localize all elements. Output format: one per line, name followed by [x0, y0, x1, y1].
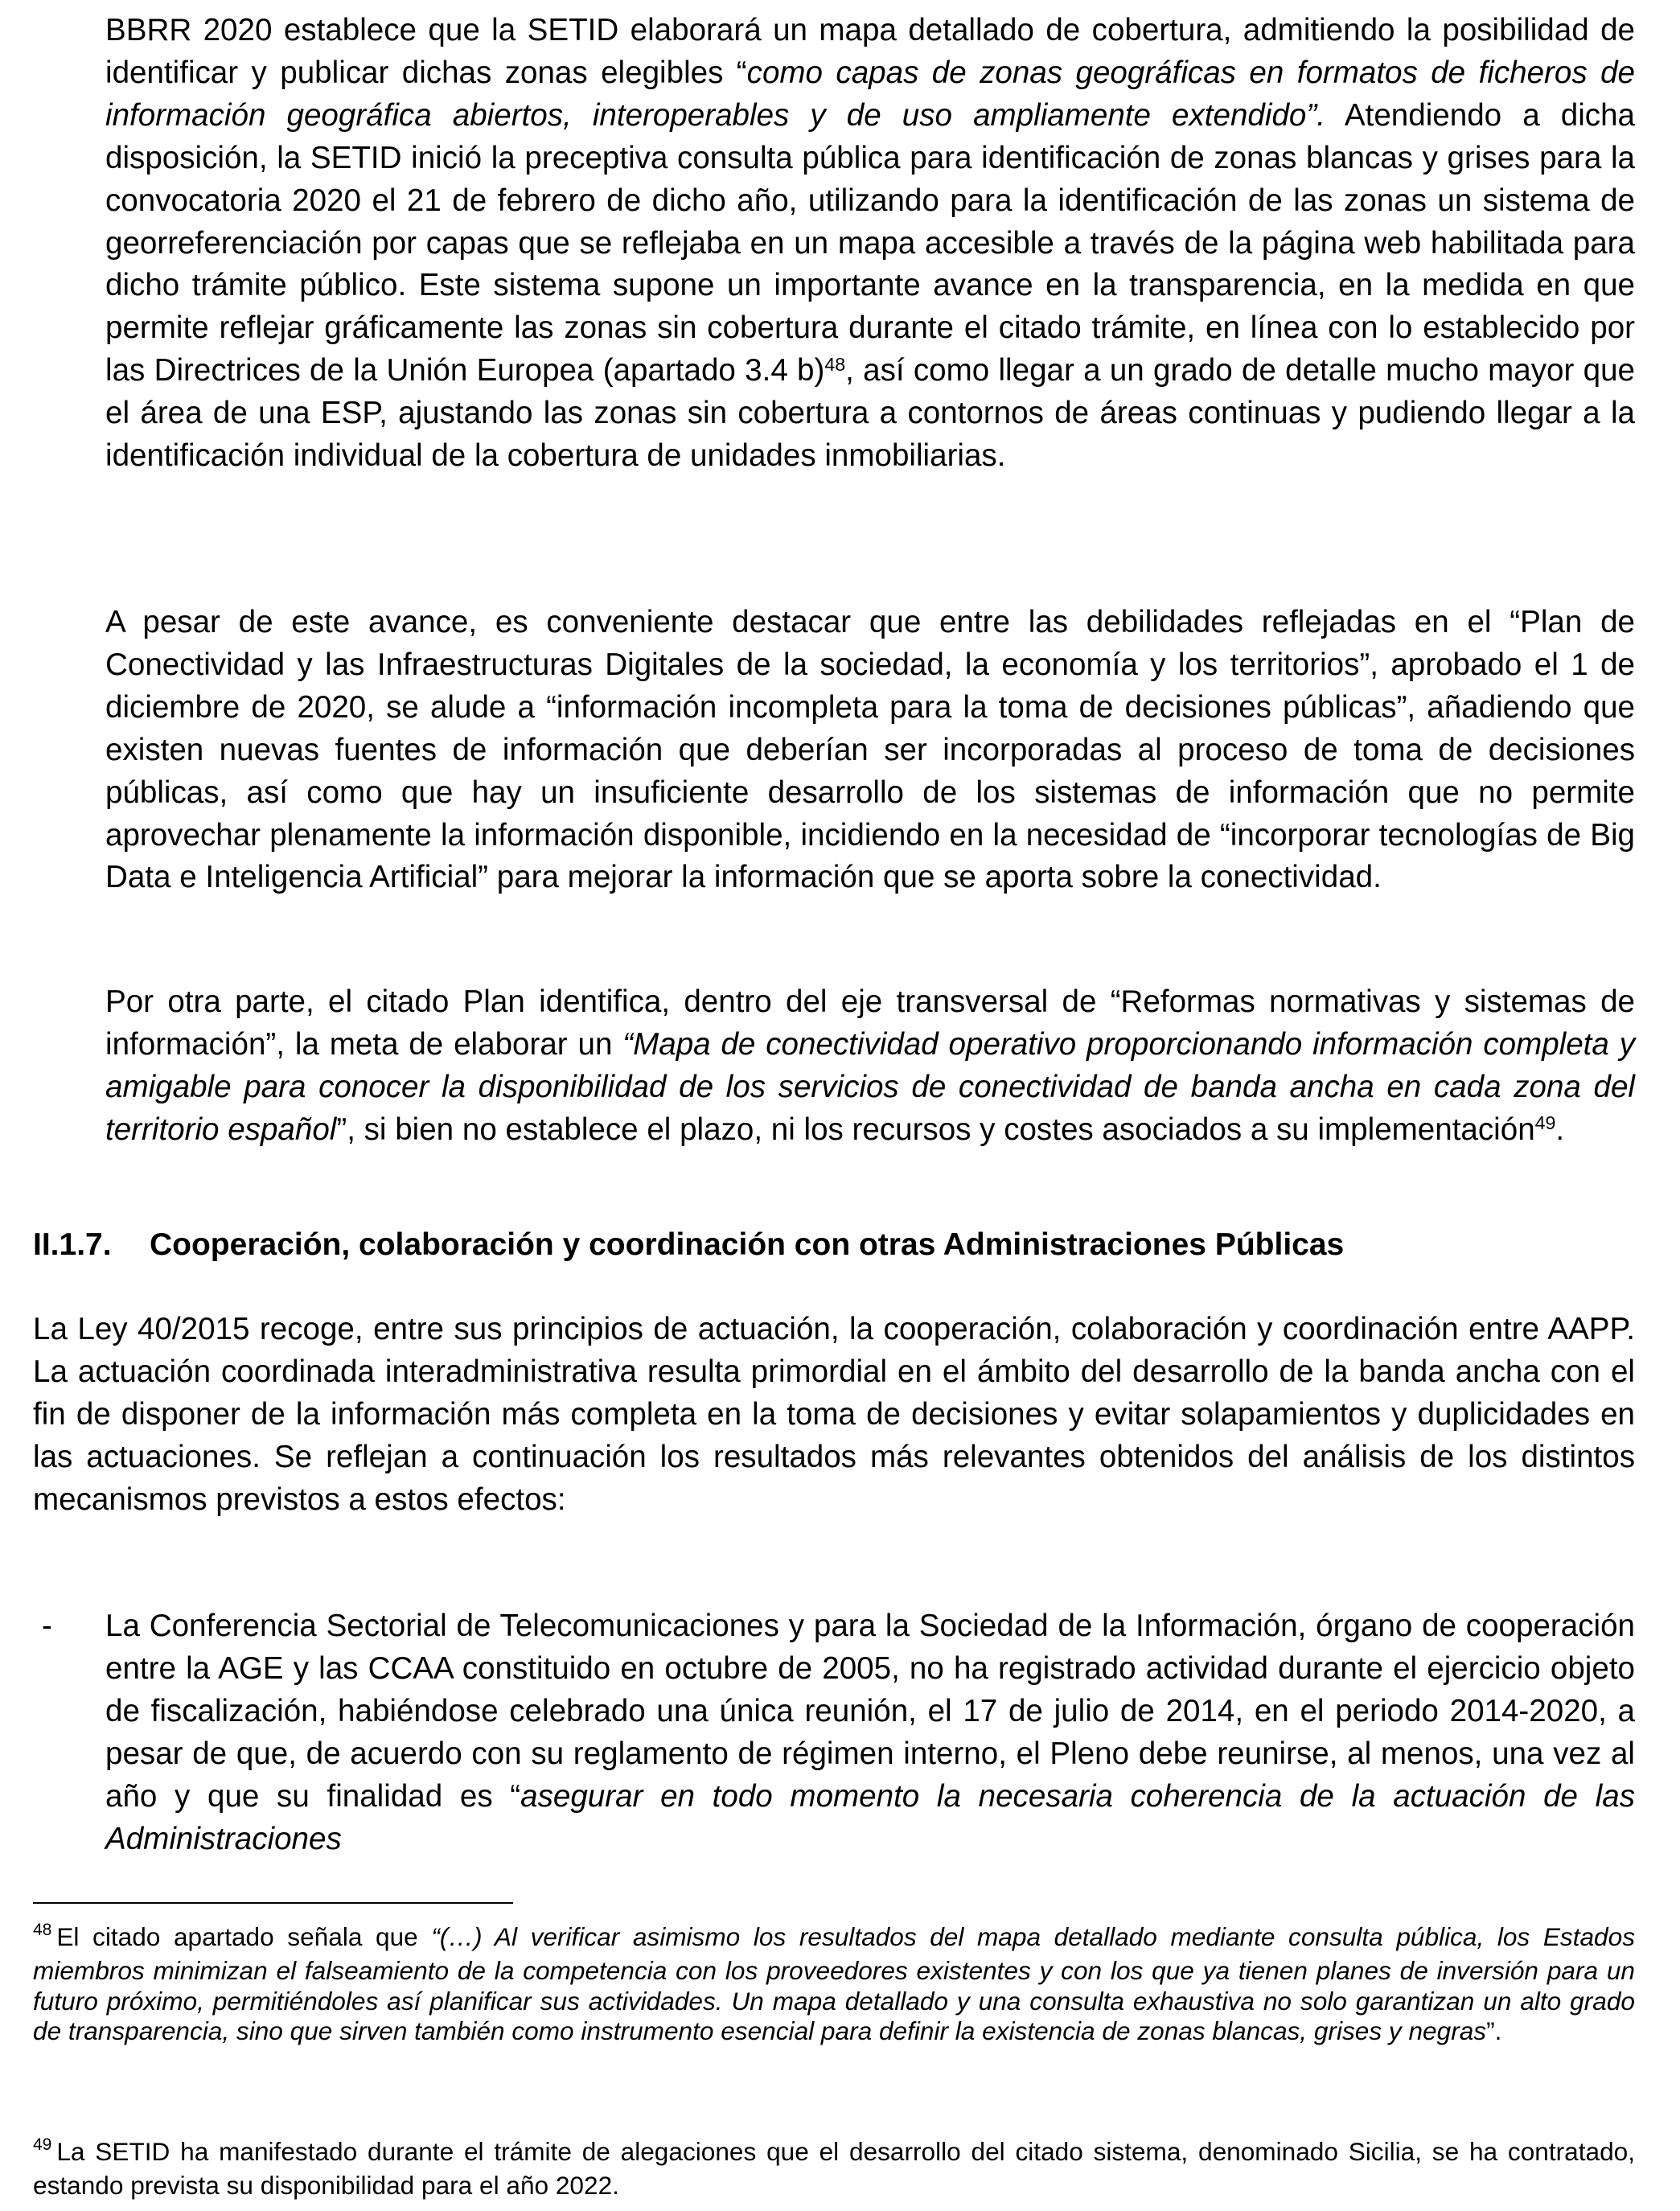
italic-quote: asegurar en todo momento la necesaria coherencia de la actuación de las Administraciones — [105, 1778, 1635, 1856]
footnote-49: $^{49}$ La SETID ha manifestado durante el trámite de alegaciones que el desarrollo del citado sistema, denominado Sicilia, se ha contratado, estando prevista su disponibilidad para el año 2022. — [33, 2135, 1635, 2200]
footnote-ref-48[interactable]: 48 — [824, 353, 846, 375]
section-title: Cooperación, colaboración y coordinación con otras Administraciones Públicas — [150, 1227, 1345, 1262]
footnote-ref-49[interactable]: 49 — [1534, 1112, 1556, 1133]
italic-quote: “(…) Al verificar asimismo los resultados del mapa detallado mediante consulta pública, los Estados miembros minimizan el falseamiento de la competencia con los proveedores existentes y con los que ya tienen planes de inversión para un futuro próximo, permitiéndoles así planificar sus actividades. Un mapa detallado y una consulta exhaustiva no solo garantizan un alto grado de transparencia, sino que sirven también como instrumento esencial para definir la existencia de zonas blancas, grises y negras — [33, 1922, 1635, 2046]
paragraph-mapa-operativo: Por otra parte, el citado Plan identifica, dentro del eje transversal de “Reformas normativas y sistemas de información”, la meta de elaborar un “Mapa de conectividad operativo proporcionando información completa y amigable para conocer la disponibilidad de los servicios de conectividad de banda ancha en cada zona del territorio español”, si bien no establece el plazo, ni los recursos y costes asociados a su implementación$^{49}$. — [105, 984, 1636, 1147]
footnote-48: $^{48}$ El citado apartado señala que “(…) Al verificar asimismo los resultados del mapa detallado mediante consulta pública, los Estados miembros minimizan el falseamiento de la competencia con los proveedores existentes y con los que ya tienen planes de inversión para un futuro próximo, permitiéndoles así planificar sus actividades. Un mapa detallado y una consulta exhaustiva no solo garantizan un alto grado de transparencia, sino que sirven también como instrumento esencial para definir la existencia de zonas blancas, grises y negras”. — [33, 1921, 1635, 2046]
italic-quote: como capas de zonas geográficas en formatos de ficheros de información geográfica abiertos, interoperables y de uso ampliamente extendido”. — [105, 55, 1635, 133]
list-bullet: - — [42, 1609, 52, 1643]
footnote-mark: 48 — [33, 1921, 52, 1939]
section-heading — [33, 1224, 1635, 1266]
footnote-mark: 49 — [33, 2135, 52, 2154]
paragraph-ley-40-2015: La Ley 40/2015 recoge, entre sus principios de actuación, la cooperación, colaboración y coordinación entre AAPP. La actuación coordinada interadministrativa resulta primordial en el ámbito del desarrollo de la banda ancha con el fin de disponer de la información más completa en la toma de decisiones y evitar solapamientos y duplicidades en las actuaciones. Se reflejan a continuación los resultados más relevantes obtenidos del análisis de los distintos mecanismos previstos a estos efectos: — [33, 1312, 1635, 1517]
footnote-separator — [33, 1902, 513, 1904]
list-item-conferencia-sectorial: La Conferencia Sectorial de Telecomunicaciones y para la Sociedad de la Información, órgano de cooperación entre la AGE y las CCAA constituido en octubre de 2005, no ha registrado actividad durante el ejercicio objeto de fiscalización, habiéndose celebrado una única reunión, el 17 de julio de 2014, en el periodo 2014-2020, a pesar de que, de acuerdo con su reglamento de régimen interno, el Pleno debe reunirse, al menos, una vez al año y que su finalidad es “asegurar en todo momento la necesaria coherencia de la actuación de las Administraciones — [105, 1609, 1635, 1856]
paragraph-mapa-cobertura: BBRR 2020 establece que la SETID elaborará un mapa detallado de cobertura, admitiendo la posibilidad de identificar y publicar dichas zonas elegibles “como capas de zonas geográficas en formatos de ficheros de información geográfica abiertos, interoperables y de uso ampliamente extendido”. Atendiendo a dicha disposición, la SETID inició la preceptiva consulta pública para identificación de zonas blancas y grises para la convocatoria 2020 el 21 de febrero de dicho año, utilizando para la identificación de las zonas un sistema de georreferenciación por capas que se reflejaba en un mapa accesible a través de la página web habilitada para dicho trámite público. Este sistema supone un importante avance en la transparencia, en la medida en que permite reflejar gráficamente las zonas sin cobertura durante el citado trámite, en línea con lo establecido por las Directrices de la Unión Europea (apartado 3.4 b)$^{48}$, así como llegar a un grado de detalle mucho mayor que el área de una ESP, ajustando las zonas sin cobertura a contornos de áreas continuas y pudiendo llegar a la identificación individual de la cobertura de unidades inmobiliarias. — [105, 13, 1635, 474]
section-number: II.1.7. — [33, 1227, 112, 1262]
italic-quote: “Mapa de conectividad operativo proporcionando información completa y amigable para conocer la disponibilidad de los servicios de conectividad de banda ancha en cada zona del territorio español — [105, 1026, 1636, 1147]
paragraph-plan-conectividad: A pesar de este avance, es conveniente destacar que entre las debilidades reflejadas en el “Plan de Conectividad y las Infraestructuras Digitales de la sociedad, la economía y los territorios”, aprobado el 1 de diciembre de 2020, se alude a “información incompleta para la toma de decisiones públicas”, añadiendo que existen nuevas fuentes de información que deberían ser incorporadas al proceso de toma de decisiones públicas, así como que hay un insuficiente desarrollo de los sistemas de información que no permite aprovechar plenamente la información disponible, incidiendo en la necesidad de “incorporar tecnologías de Big Data e Inteligencia Artificial” para mejorar la información que se aporta sobre la conectividad. — [105, 605, 1635, 895]
